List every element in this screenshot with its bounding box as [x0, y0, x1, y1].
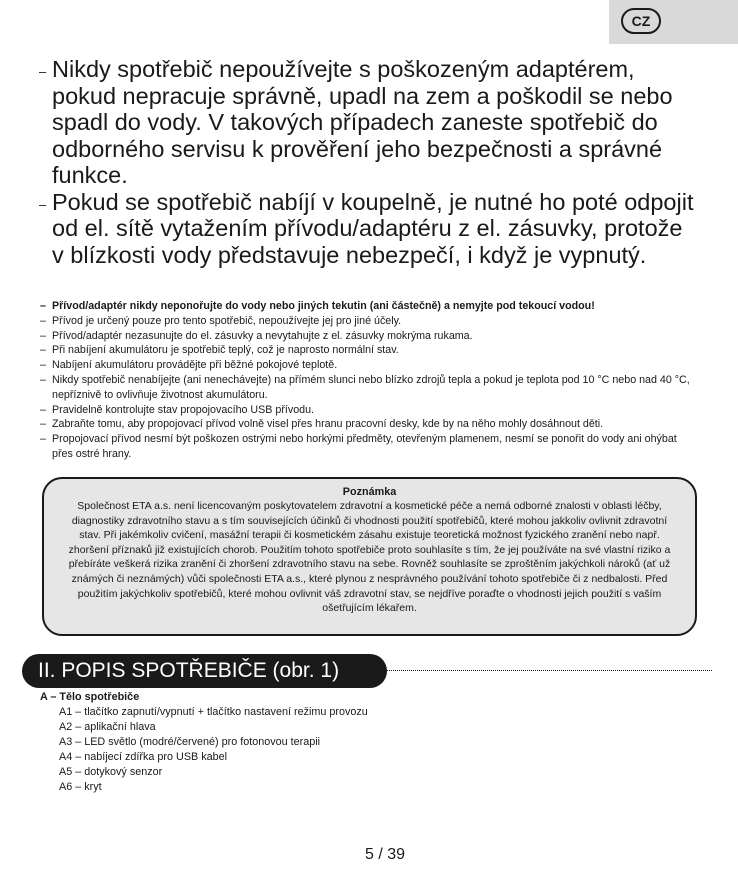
- part-item: A4 – nabíjecí zdířka pro USB kabel: [59, 751, 228, 763]
- small-warning-text: Při nabíjení akumulátoru je spotřebič teplý, což je naprosto normální stav.: [52, 344, 399, 357]
- small-warning-text: Zabraňte tomu, aby propojovací přívod volně visel přes hranu pracovní desky, kde by na něho mohly dosáhnout děti.: [52, 418, 604, 431]
- small-warning-item: – Nabíjení akumulátoru provádějte při běžné pokojové teplotě.: [40, 359, 338, 372]
- small-warning-item: – Propojovací přívod nesmí být poškozen ostrými nebo horkými předměty, otevřeným plamenem, nesmí se ponořit do vody ani ohýbat přes ostré hrany.: [40, 433, 677, 460]
- page-number: 5 / 39: [364, 846, 406, 863]
- small-warning-item: – Nikdy spotřebič nenabíjejte (ani nenechávejte) na přímém slunci nebo blízko zdrojů tepla a pokud je teplota pod 10 °C nebo nad 40 °C, nepříznivě to ovlivňuje životnost akumulátoru.: [40, 373, 690, 401]
- part-item: A1 – tlačítko zapnutí/vypnutí + tlačítko nastavení režimu provozu: [59, 706, 368, 718]
- small-warning-item: – Přívod je určený pouze pro tento spotřebič, nepoužívejte jej pro jiné účely.: [40, 314, 402, 327]
- bullet-dash: –: [39, 196, 47, 212]
- part-item: A5 – dotykový senzor: [59, 766, 163, 778]
- small-warning-text: Nikdy spotřebič nenabíjejte (ani nenechávejte) na přímém slunci nebo blízko zdrojů tepla a pokud je teplota pod 10 °C nebo nad 40 °C, nepříznivě to ovlivňuje životnost akumulátoru.: [52, 373, 690, 401]
- part-item: A3 – LED světlo (modré/červené) pro fotonovou terapii: [59, 736, 321, 748]
- small-warnings-list: [40, 299, 690, 462]
- small-warning-text: Propojovací přívod nesmí být poškozen ostrými nebo horkými předměty, otevřeným plamenem, nesmí se ponořit do vody ani ohýbat přes ostré hrany.: [52, 433, 677, 460]
- bullet-dash: –: [39, 64, 47, 79]
- part-item: A6 – kryt: [59, 781, 102, 793]
- language-badge: CZ: [621, 8, 661, 34]
- large-warnings-list: [36, 56, 696, 268]
- small-warning-item: – Přívod/adaptér nikdy neponořujte do vody nebo jiných tekutin (ani částečně) a nemyjte pod tekoucí vodou!: [40, 300, 595, 312]
- section-heading: II. POPIS SPOTŘEBIČE (obr. 1): [22, 654, 387, 688]
- small-warning-text: Přívod/adaptér nikdy neponořujte do vody nebo jiných tekutin (ani částečně) a nemyjte pod tekoucí vodou!: [52, 300, 595, 312]
- part-item: A2 – aplikační hlava: [59, 721, 156, 733]
- small-warning-text: Pravidelně kontrolujte stav propojovacího USB přívodu.: [52, 403, 314, 416]
- note-title: Poznámka: [342, 486, 397, 498]
- large-warning-item: [36, 56, 696, 189]
- note-text: Společnost ETA a.s. není licencovaným poskytovatelem zdravotní a kosmetické péče a nemá odborné znalosti v oblasti léčby, diagnostiky zdravotního stavu a s tím souvisejících účinků či vhodnosti použití spotřebičů, které mohou jakkoliv ovlivnit zdravotní stav. Při jakémkoliv cvičení, masážní terapii či kosmetickém zásahu existuje teoretická možnost fyzického zranění nebo např. zhoršení příznaků již existujících chorob. Použitím tohoto spotřebiče proto souhlasíte s tím, že jej používáte na své vlastní riziko a přebíráte veškerá rizika zranění či zhoršení zdravotního stavu na sebe. Rovněž souhlasíte se zproštěním jakýchkoli nároků (ať už známých či neznámých) vůči společnosti ETA a.s., které plynou z nesprávného používání tohoto spotřebiče či z nedbalosti. Před použitím jakýchkoliv spotřebičů, které mohou ovlivnit váš zdravotní stav, se nejdříve poraďte o vhodnosti jejich použití s vaším ošetřujícím lékařem.: [68, 500, 671, 615]
- small-warning-text: Přívod je určený pouze pro tento spotřebič, nepoužívejte jej pro jiné účely.: [52, 314, 402, 327]
- small-warning-text: Přívod/adaptér nezasunujte do el. zásuvky a nevytahujte z el. zásuvky mokrýma rukama.: [52, 329, 473, 342]
- large-warning-text: Pokud se spotřebič nabíjí v koupelně, je nutné ho poté odpojit od el. sítě vytažením přívodu/adaptéru z el. zásuvky, protože v blízkosti vody představuje nebezpečí, i když je vypnutý.: [52, 188, 694, 268]
- parts-group-label: A – Tělo spotřebiče: [40, 691, 140, 703]
- parts-items: [40, 705, 540, 795]
- parts-list: [40, 690, 540, 795]
- small-warning-item: – Přívod/adaptér nezasunujte do el. zásuvky a nevytahujte z el. zásuvky mokrýma rukama.: [40, 329, 473, 342]
- small-warning-text: Nabíjení akumulátoru provádějte při běžné pokojové teplotě.: [52, 359, 338, 372]
- language-tab: [609, 0, 738, 44]
- small-warning-item: – Při nabíjení akumulátoru je spotřebič teplý, což je naprosto normální stav.: [40, 344, 399, 357]
- large-warning-text: Nikdy spotřebič nepoužívejte s poškozeným adaptérem, pokud nepracuje správně, upadl na zem a poškodil se nebo spadl do vody. V takových případech zaneste spotřebič do odborného servisu k prověření jeho bezpečnosti a správné funkce.: [52, 56, 673, 188]
- small-warning-item: – Zabraňte tomu, aby propojovací přívod volně visel přes hranu pracovní desky, kde by na něho mohly dosáhnout děti.: [40, 418, 604, 431]
- note-box: [42, 477, 697, 636]
- large-warning-item: [36, 189, 696, 269]
- small-warning-item: – Pravidelně kontrolujte stav propojovacího USB přívodu.: [40, 403, 314, 416]
